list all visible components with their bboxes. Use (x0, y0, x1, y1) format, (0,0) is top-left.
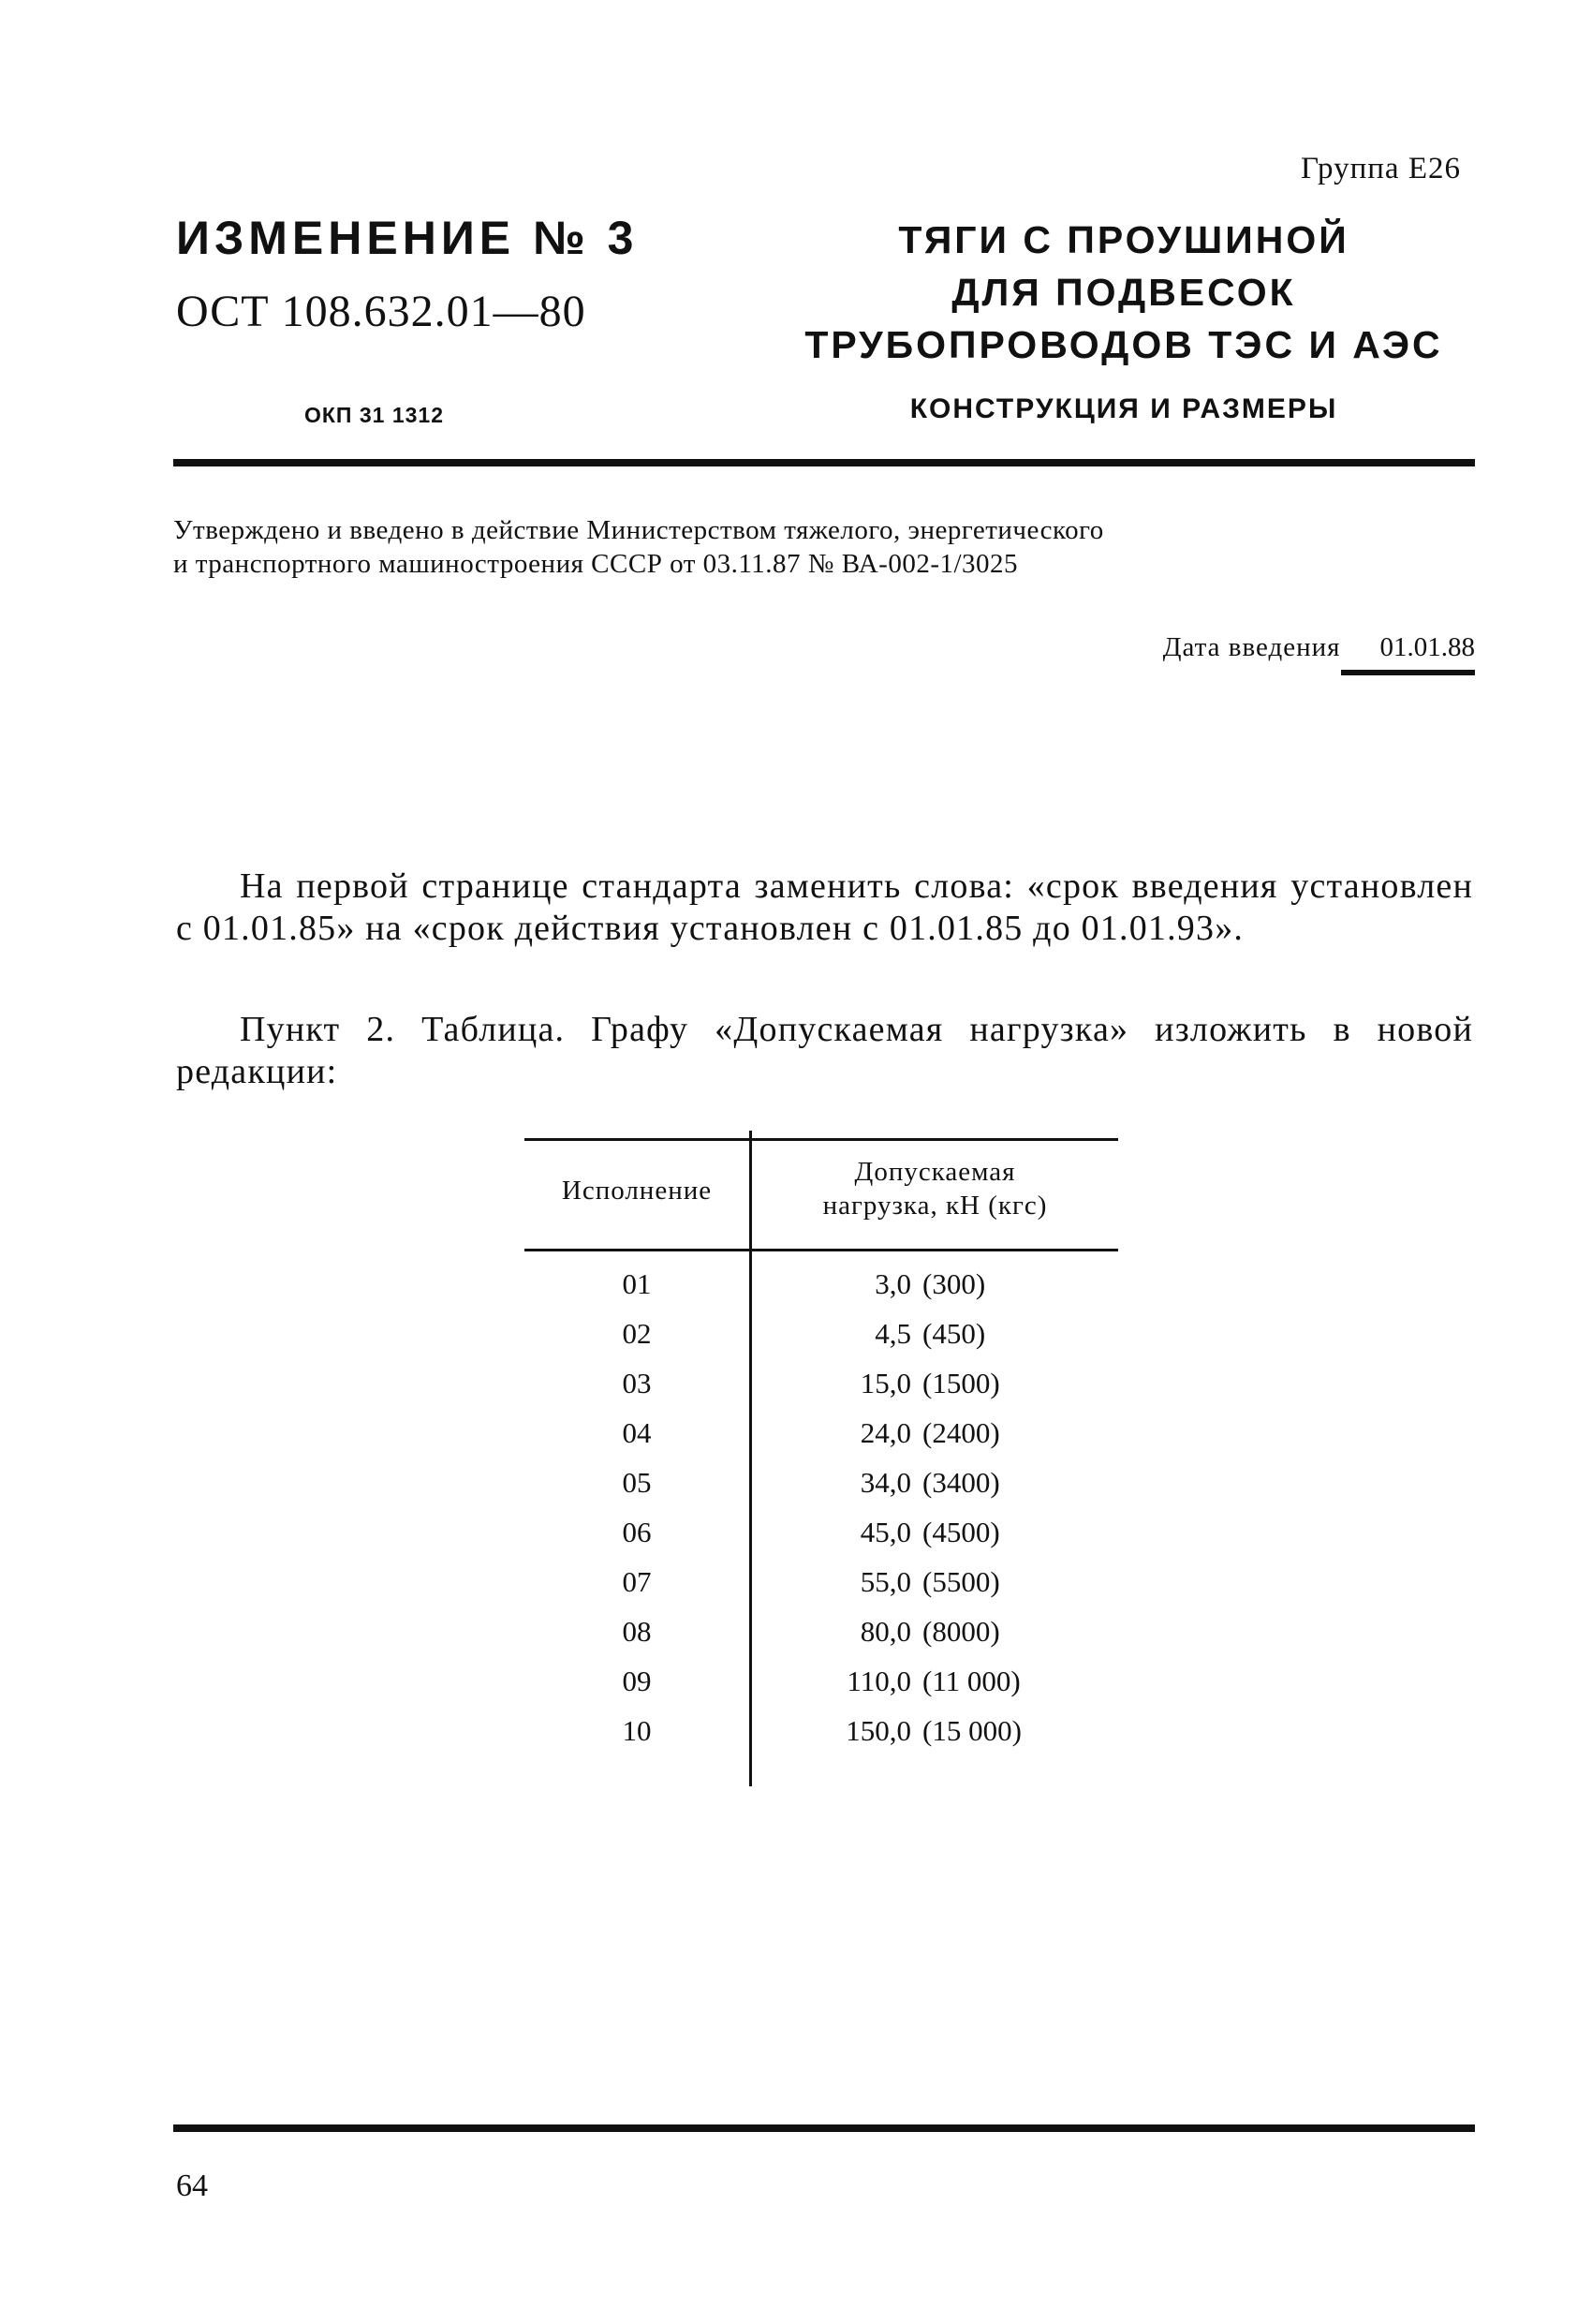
load-kgf-cell: (15 000) (922, 1714, 1022, 1747)
introduction-date-label: Дата введения (1162, 632, 1341, 662)
header-divider (173, 459, 1475, 466)
footer-divider (173, 2124, 1475, 2132)
load-kgf-cell: (1500) (922, 1367, 1000, 1399)
load-kn-cell: 15,0 (860, 1367, 911, 1399)
version-cell: 06 (622, 1516, 652, 1548)
okp-code: ОКП 31 1312 (304, 403, 444, 427)
load-kn-cell: 55,0 (860, 1565, 911, 1598)
standard-number: ОСТ 108.632.01—80 (176, 287, 586, 336)
title-line: ТЯГИ С ПРОУШИНОЙ (898, 218, 1349, 261)
table-row (524, 1707, 1118, 1756)
table-row (524, 1508, 1118, 1558)
approval-line: и транспортного машиностроения СССР от 03.11.87 № ВА-002-1/3025 (173, 549, 1019, 579)
load-kgf-cell: (11 000) (922, 1665, 1021, 1697)
table-header-load (752, 1155, 1118, 1222)
table-header-rule (524, 1249, 1118, 1251)
version-cell: 09 (622, 1665, 652, 1697)
load-kn-cell: 110,0 (847, 1665, 911, 1697)
load-kn-cell: 3,0 (875, 1267, 911, 1300)
group-code: Группа Е26 (1301, 152, 1461, 185)
approval-line: Утверждено и введено в действие Министерством тяжелого, энергетического (173, 515, 1104, 545)
table-header-load-line: нагрузка, кН (кгс) (822, 1191, 1048, 1221)
load-kgf-cell: (450) (922, 1317, 986, 1350)
load-kgf-cell: (300) (922, 1267, 986, 1300)
document-subtitle: КОНСТРУКЦИЯ И РАЗМЕРЫ (909, 393, 1338, 424)
load-kn-cell: 24,0 (860, 1416, 911, 1449)
amendment-number: ИЗМЕНЕНИЕ № 3 (176, 212, 639, 264)
body-paragraph-2: Пункт 2. Таблица. Графу «Допускаемая нагрузка» изложить в новой редакции: (176, 1010, 1473, 1091)
version-cell: 07 (622, 1565, 652, 1598)
version-cell: 01 (622, 1267, 652, 1300)
version-cell: 04 (622, 1416, 652, 1449)
version-cell: 10 (622, 1714, 652, 1747)
table-row (524, 1607, 1118, 1657)
version-cell: 08 (622, 1615, 652, 1648)
load-kn-cell: 4,5 (875, 1317, 911, 1350)
load-kn-cell: 150,0 (846, 1714, 911, 1747)
load-kgf-cell: (2400) (922, 1416, 1000, 1449)
table-row (524, 1409, 1118, 1458)
page-number: 64 (176, 2169, 208, 2203)
table-row (524, 1310, 1118, 1359)
table-row (524, 1260, 1118, 1310)
load-kgf-cell: (3400) (922, 1466, 1000, 1499)
table-header-version: Исполнение (561, 1176, 713, 1206)
introduction-date-value: 01.01.88 (1379, 632, 1475, 662)
load-kn-cell: 45,0 (860, 1516, 911, 1548)
load-kn-cell: 80,0 (860, 1615, 911, 1648)
table-body (524, 1260, 1118, 1756)
table-top-rule (524, 1138, 1118, 1141)
title-line: ТРУБОПРОВОДОВ ТЭС И АЭС (804, 323, 1443, 366)
introduction-date (936, 632, 1475, 663)
body-paragraph-1: На первой странице стандарта заменить слова: «срок введения установлен с 01.01.85» на «срок действия установлен с 01.01.85 до 01.01.93». (176, 866, 1473, 948)
table-row (524, 1558, 1118, 1607)
load-kgf-cell: (8000) (922, 1615, 1000, 1648)
approval-statement (173, 513, 1475, 581)
version-cell: 02 (622, 1317, 652, 1350)
table-row (524, 1657, 1118, 1707)
load-kgf-cell: (4500) (922, 1516, 1000, 1548)
version-cell: 03 (622, 1367, 652, 1399)
table-row (524, 1458, 1118, 1508)
load-kgf-cell: (5500) (922, 1565, 1000, 1598)
load-kn-cell: 34,0 (860, 1466, 911, 1499)
table-header-load-line: Допускаемая (854, 1157, 1016, 1187)
title-line: ДЛЯ ПОДВЕСОК (951, 271, 1296, 314)
date-underline (1341, 670, 1475, 675)
document-title (768, 214, 1480, 371)
load-table (524, 1138, 1118, 1784)
table-row (524, 1359, 1118, 1409)
version-cell: 05 (622, 1466, 652, 1499)
